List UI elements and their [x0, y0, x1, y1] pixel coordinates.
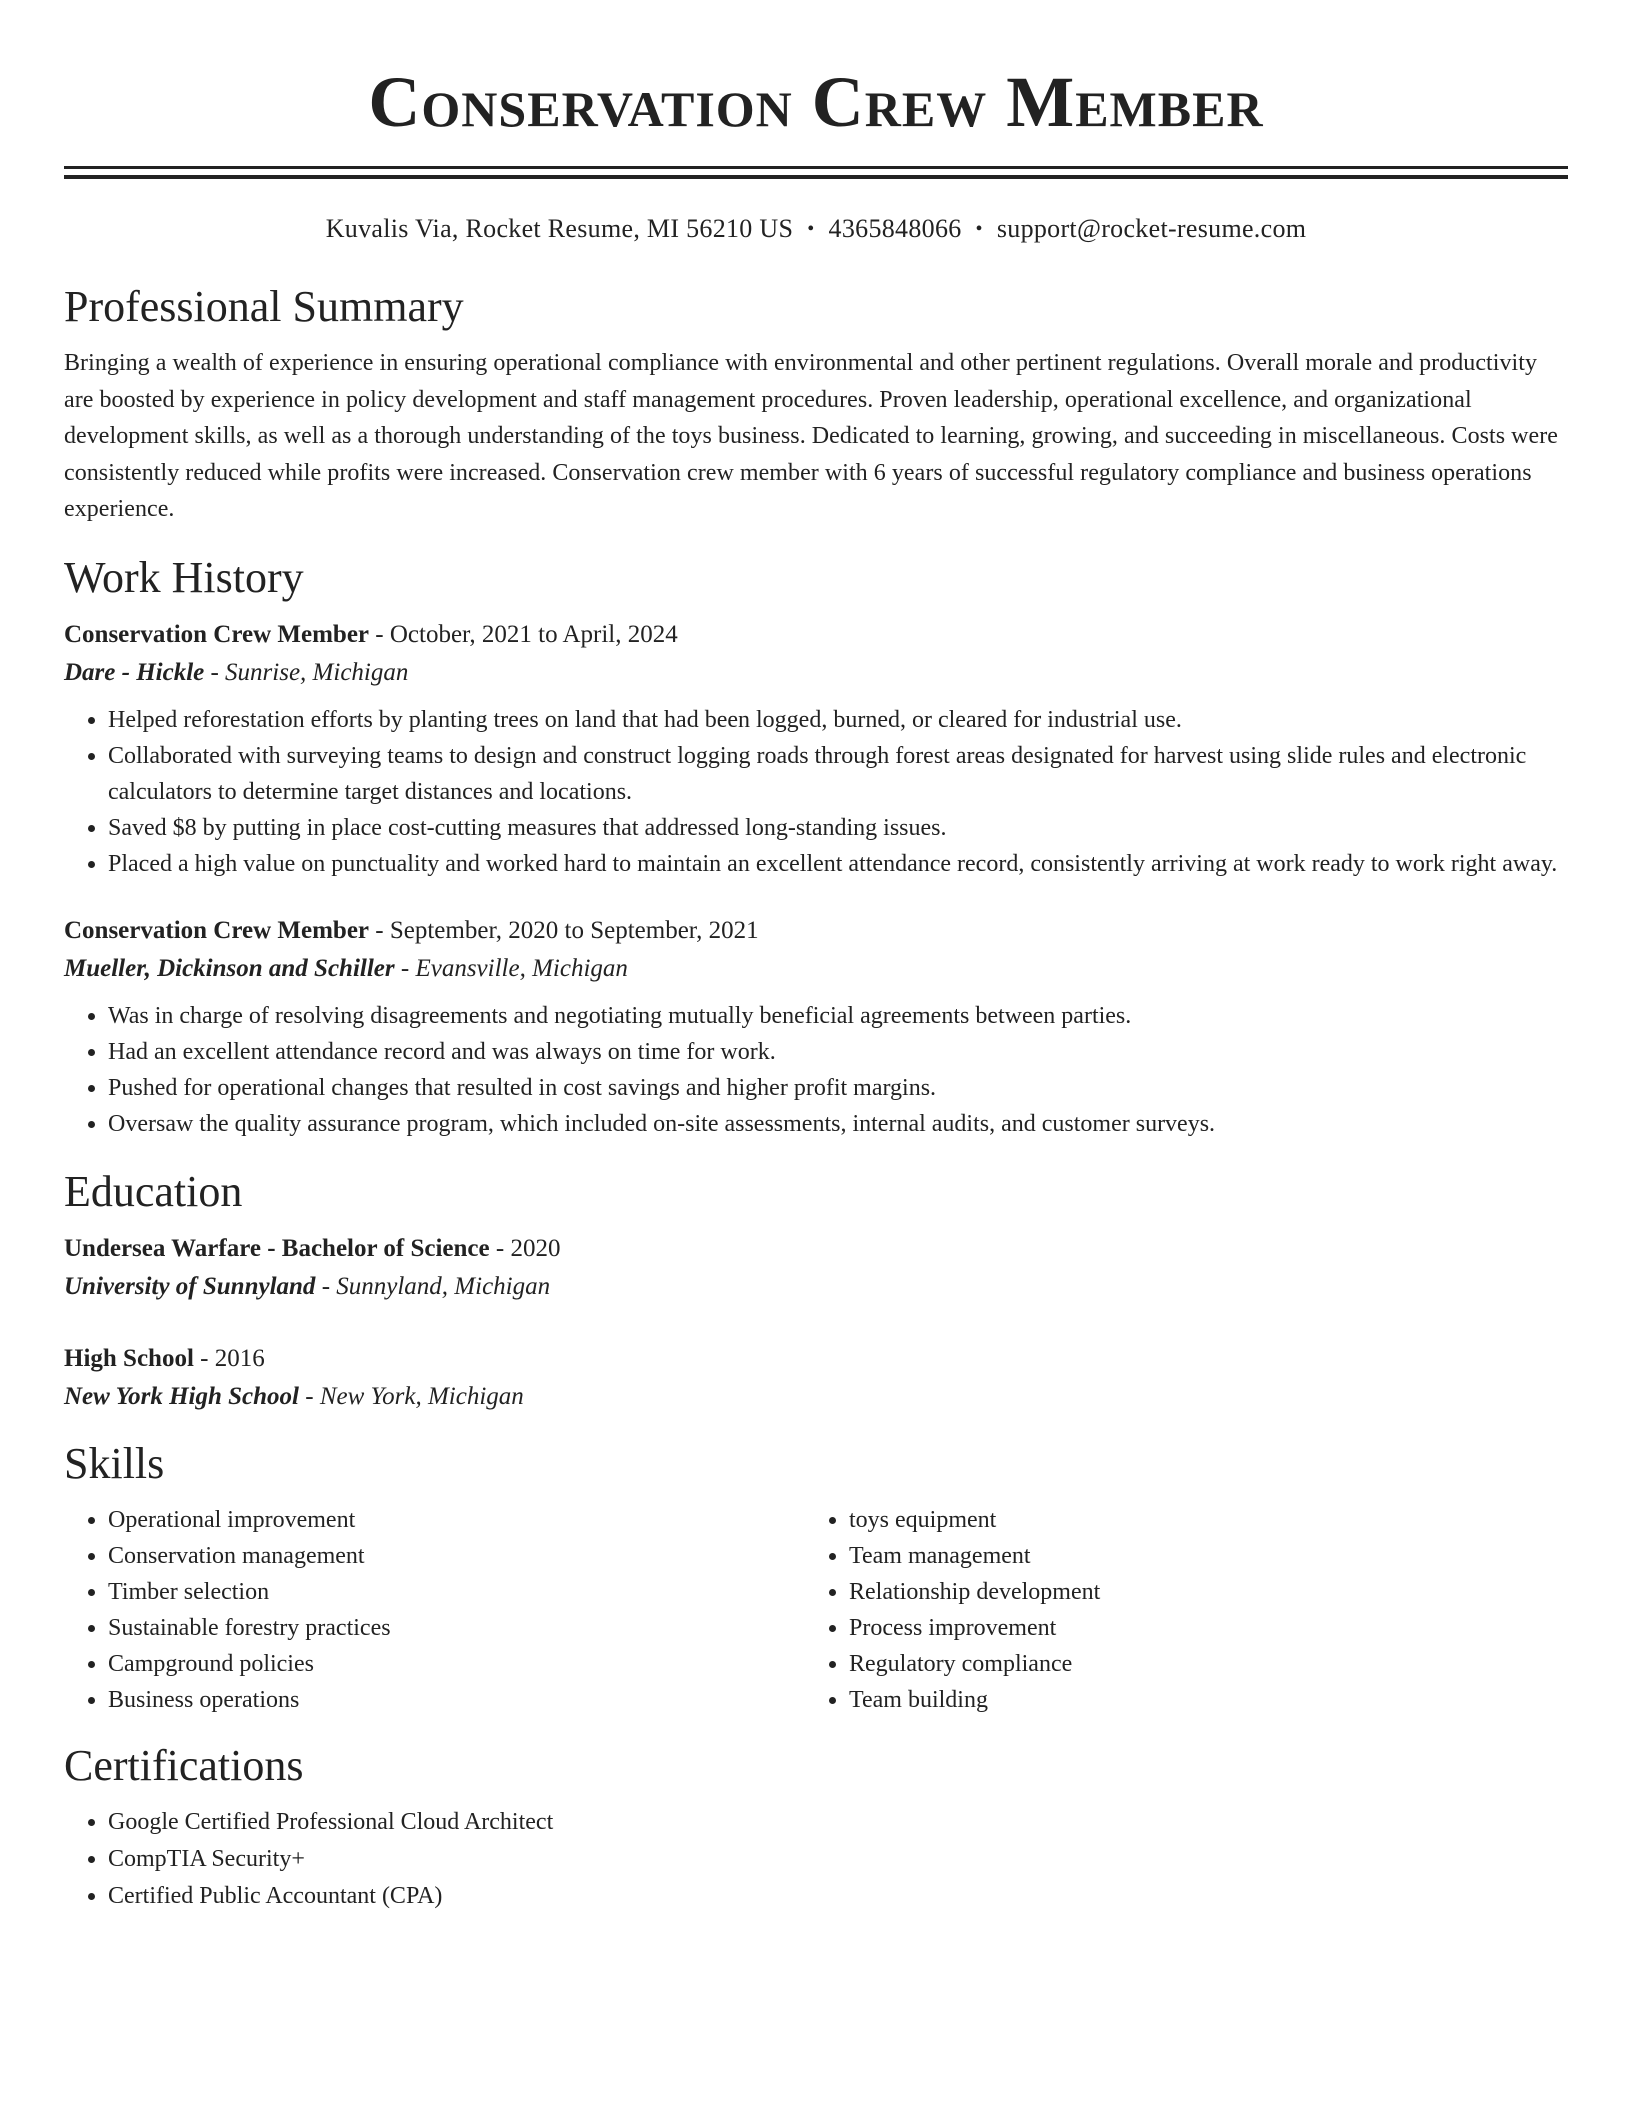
job-company-line	[64, 654, 1568, 692]
education-school-line	[64, 1378, 1568, 1416]
summary-text: Bringing a wealth of experience in ensuring operational compliance with environmental and other pertinent regulations. Overall morale and productivity are boosted by experience in policy development and staff management procedures. Proven leadership, operational excellence, and organizational development skills, as well as a thorough understanding of the toys business. Dedicated to learning, growing, and succeeding in miscellaneous. Costs were consistently reduced while profits were increased. Conservation crew member with 6 years of successful regulatory compliance and business operations experience.	[64, 350, 1558, 522]
education-year: - 2016	[193, 1344, 265, 1372]
contact-email: support@rocket-resume.com	[996, 214, 1307, 243]
job-bullet: • Helped reforestation efforts by planting trees on land that had been logged, burned, or cleared for industrial use.	[108, 702, 1568, 738]
skills-columns	[64, 1502, 1568, 1718]
education-location: - New York, Michigan	[299, 1382, 524, 1410]
job-bullet: • Collaborated with surveying teams to design and construct logging roads through forest areas designated for harvest using slide rules and electronic calculators to determine target distances and locations.	[108, 738, 1568, 810]
education-year: - 2020	[489, 1234, 561, 1262]
skill-item: • toys equipment	[849, 1502, 1546, 1538]
education-degree: High School	[64, 1344, 194, 1372]
education-school-line	[64, 1268, 1568, 1306]
job-bullet: • Oversaw the quality assurance program, which included on-site assessments, internal audits, and customer surveys.	[108, 1106, 1568, 1142]
job-entry	[64, 616, 1568, 882]
contact-separator: •	[807, 218, 815, 240]
education-location: - Sunnyland, Michigan	[315, 1272, 551, 1300]
certification-item: • Certified Public Accountant (CPA)	[108, 1878, 1568, 1915]
skill-item: • Regulatory compliance	[849, 1646, 1546, 1682]
skill-item: • Conservation management	[108, 1538, 805, 1574]
job-title: Conservation Crew Member	[64, 620, 370, 648]
title-divider-bottom	[64, 175, 1568, 179]
contact-address: Kuvalis Via, Rocket Resume, MI 56210 US	[325, 214, 794, 243]
skill-item: • Sustainable forestry practices	[108, 1610, 805, 1646]
skill-item: • Business operations	[108, 1682, 805, 1718]
job-title: Conservation Crew Member	[64, 916, 370, 944]
skills-heading: Skills	[64, 1438, 165, 1488]
education-entry	[64, 1340, 1568, 1416]
skill-item: • Process improvement	[849, 1610, 1546, 1646]
job-bullet: • Pushed for operational changes that resulted in cost savings and higher profit margins.	[108, 1070, 1568, 1106]
contact-separator: •	[975, 218, 983, 240]
job-entry	[64, 912, 1568, 1142]
certification-item: • Google Certified Professional Cloud Architect	[108, 1804, 1568, 1841]
job-title-line	[64, 912, 1568, 950]
education-heading: Education	[64, 1166, 243, 1216]
certifications-heading: Certifications	[64, 1740, 304, 1790]
work-history-heading: Work History	[64, 552, 304, 602]
job-bullets	[64, 998, 1568, 1142]
education-entry	[64, 1230, 1568, 1306]
job-bullets	[64, 702, 1568, 882]
job-company: Dare - Hickle	[64, 658, 205, 686]
job-bullet: • Had an excellent attendance record and was always on time for work.	[108, 1034, 1568, 1070]
skill-item: • Team building	[849, 1682, 1546, 1718]
job-location: - Sunrise, Michigan	[204, 658, 409, 686]
skill-item: • Operational improvement	[108, 1502, 805, 1538]
skills-list-right	[805, 1502, 1546, 1718]
job-company: Mueller, Dickinson and Schiller	[64, 954, 395, 982]
skills-list-left	[64, 1502, 805, 1718]
skill-item: • Timber selection	[108, 1574, 805, 1610]
education-school: New York High School	[64, 1382, 299, 1410]
contact-phone: 4365848066	[828, 214, 962, 243]
job-bullet: • Was in charge of resolving disagreements and negotiating mutually beneficial agreements between parties.	[108, 998, 1568, 1034]
job-company-line	[64, 950, 1568, 988]
job-dates: - September, 2020 to September, 2021	[369, 916, 759, 944]
job-dates: - October, 2021 to April, 2024	[369, 620, 678, 648]
education-degree-line	[64, 1340, 1568, 1378]
job-bullet: • Saved $8 by putting in place cost-cutting measures that addressed long-standing issues.	[108, 810, 1568, 846]
contact-line	[64, 213, 1568, 245]
skill-item: • Team management	[849, 1538, 1546, 1574]
education-school: University of Sunnyland	[64, 1272, 316, 1300]
resume-title: Conservation Crew Member	[368, 62, 1264, 142]
certifications-list	[64, 1804, 1568, 1915]
skill-item: • Relationship development	[849, 1574, 1546, 1610]
job-bullet: • Placed a high value on punctuality and worked hard to maintain an excellent attendance record, consistently arriving at work ready to work right away.	[108, 846, 1568, 882]
education-degree-line	[64, 1230, 1568, 1268]
skill-item: • Campground policies	[108, 1646, 805, 1682]
job-title-line	[64, 616, 1568, 654]
title-divider-top	[64, 166, 1568, 169]
summary-heading: Professional Summary	[64, 282, 464, 331]
education-degree: Undersea Warfare - Bachelor of Science	[64, 1234, 490, 1262]
job-location: - Evansville, Michigan	[394, 954, 628, 982]
certification-item: • CompTIA Security+	[108, 1841, 1568, 1878]
